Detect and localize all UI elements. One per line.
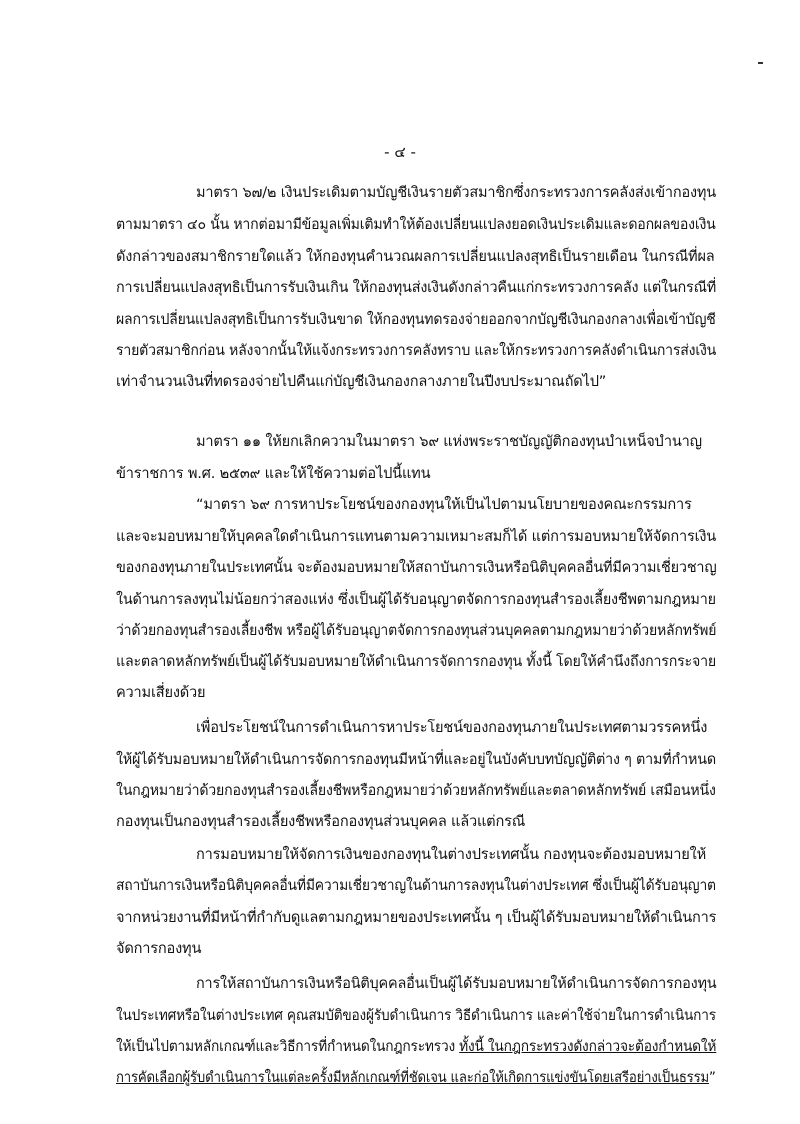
para4-line4: กองทุนเป็นกองทุนสำรองเลี้ยงชีพหรือกองทุนส่วนบุคคล แล้วแต่กรณี [116,813,526,830]
para5-line3: จากหน่วยงานที่มีหน้าที่กำกับดูแลตามกฎหมายของประเทศนั้น ๆ เป็นผู้ได้รับมอบหมายให้ดำเนินการ [116,909,717,926]
para1-line3: ดังกล่าวของสมาชิกรายใดแล้ว ให้กองทุนคำนวณผลการเปลี่ยนแปลงสุทธิเป็นรายเดือน ในกรณีที่ผล [116,248,715,265]
para3-line1: “มาตรา ๖๙ การหาประโยชน์ของกองทุนให้เป็นไปตามนโยบายของคณะกรรมการ [196,496,692,513]
scan-mark [758,62,763,64]
para6-closing-quote: ” [708,1069,716,1086]
para6-line3 [116,1037,716,1057]
para3-line6: และตลาดหลักทรัพย์เป็นผู้ได้รับมอบหมายให้ดำเนินการจัดการกองทุน ทั้งนี้ โดยให้คำนึงถึงการกระจาย [116,653,717,670]
para6-line1: การให้สถาบันการเงินหรือนิติบุคคลอื่นเป็นผู้ได้รับมอบหมายให้ดำเนินการจัดการกองทุน [196,975,717,992]
para3-line5: ว่าด้วยกองทุนสำรองเลี้ยงชีพ หรือผู้ได้รับอนุญาตจัดการกองทุนส่วนบุคคลตามกฎหมายว่าด้วยหลักทรัพย์ [116,622,717,639]
para6-underlined-last: การคัดเลือกผู้รับดำเนินการในแต่ละครั้งมีหลักเกณฑ์ที่ชัดเจน และก่อให้เกิดการแข่งขันโดยเสรีอย่างเป็นธรรม [116,1069,709,1086]
para2-line2: ข้าราชการ พ.ศ. ๒๕๓๙ และให้ใช้ความต่อไปนี้แทน [116,465,431,482]
page-number: - ๔ - [384,143,416,161]
para5-line2: สถาบันการเงินหรือนิติบุคคลอื่นที่มีความเชี่ยวชาญในด้านการลงทุนในต่างประเทศ ซึ่งเป็นผู้ได้รับอนุญาต [116,877,716,894]
para4-line1: เพื่อประโยชน์ในการดำเนินการหาประโยชน์ของกองทุนภายในประเทศตามวรรคหนึ่ง [196,719,708,736]
para2-line1: มาตรา ๑๑ ให้ยกเลิกความในมาตรา ๖๙ แห่งพระราชบัญญัติกองทุนบำเหน็จบำนาญ [196,433,702,450]
para5-line4: จัดการกองทุน [116,940,202,957]
para3-line4: ในด้านการลงทุนไม่น้อยกว่าสองแห่ง ซึ่งเป็นผู้ได้รับอนุญาตจัดการกองทุนสำรองเลี้ยงชีพตามกฎหมาย [116,591,716,608]
para1-line6: รายตัวสมาชิกก่อน หลังจากนั้นให้แจ้งกระทรวงการคลังทราบ และให้กระทรวงการคลังดำเนินการส่งเงิน [116,342,717,359]
para3-line3: ของกองทุนภายในประเทศนั้น จะต้องมอบหมายให้สถาบันการเงินหรือนิติบุคคลอื่นที่มีความเชี่ยวชาญ [116,559,717,576]
para3-line7: ความเสี่ยงด้วย [116,684,206,701]
para6-underlined-tail: ทั้งนี้ ในกฎกระทรวงดังกล่าวจะต้องกำหนดให้ [459,1038,717,1055]
para4-line2: ให้ผู้ได้รับมอบหมายให้ดำเนินการจัดการกองทุนมีหน้าที่และอยู่ในบังคับบทบัญญัติต่าง ๆ ตามที่กำหนด [116,751,716,768]
para1-line2: ตามมาตรา ๔๐ นั้น หากต่อมามีข้อมูลเพิ่มเติมทำให้ต้องเปลี่ยนแปลงยอดเงินประเดิมและดอกผลของเงิน [116,216,716,233]
para1-line1: มาตรา ๖๗/๒ เงินประเดิมตามบัญชีเงินรายตัวสมาชิกซึ่งกระทรวงการคลังส่งเข้ากองทุน [196,184,716,201]
para1-line4: การเปลี่ยนแปลงสุทธิเป็นการรับเงินเกิน ให้กองทุนส่งเงินดังกล่าวคืนแก่กระทรวงการคลัง แต่ในกรณีที่ [116,279,717,296]
para6-line2: ในประเทศหรือในต่างประเทศ คุณสมบัติของผู้รับดำเนินการ วิธีดำเนินการ และค่าใช้จ่ายในการดำเนินการ [116,1007,716,1024]
para6-line4 [116,1068,716,1088]
para6-line3-plain: ให้เป็นไปตามหลักเกณฑ์และวิธีการที่กำหนดในกฎกระทรวง [116,1038,460,1055]
para1-line7: เท่าจำนวนเงินที่ทดรองจ่ายไปคืนแก่บัญชีเงินกองกลางภายในปีงบประมาณถัดไป” [116,373,607,390]
para5-line1: การมอบหมายให้จัดการเงินของกองทุนในต่างประเทศนั้น กองทุนจะต้องมอบหมายให้ [196,846,706,863]
para3-line2: และจะมอบหมายให้บุคคลใดดำเนินการแทนตามความเหมาะสมก็ได้ แต่การมอบหมายให้จัดการเงิน [116,528,717,545]
para4-line3: ในกฎหมายว่าด้วยกองทุนสำรองเลี้ยงชีพหรือกฎหมายว่าด้วยหลักทรัพย์และตลาดหลักทรัพย์ เสมือนหนึ่ง [116,782,716,799]
para1-line5: ผลการเปลี่ยนแปลงสุทธิเป็นการรับเงินขาด ให้กองทุนทดรองจ่ายออกจากบัญชีเงินกองกลางเพื่อเข้าบัญชี [116,311,716,328]
